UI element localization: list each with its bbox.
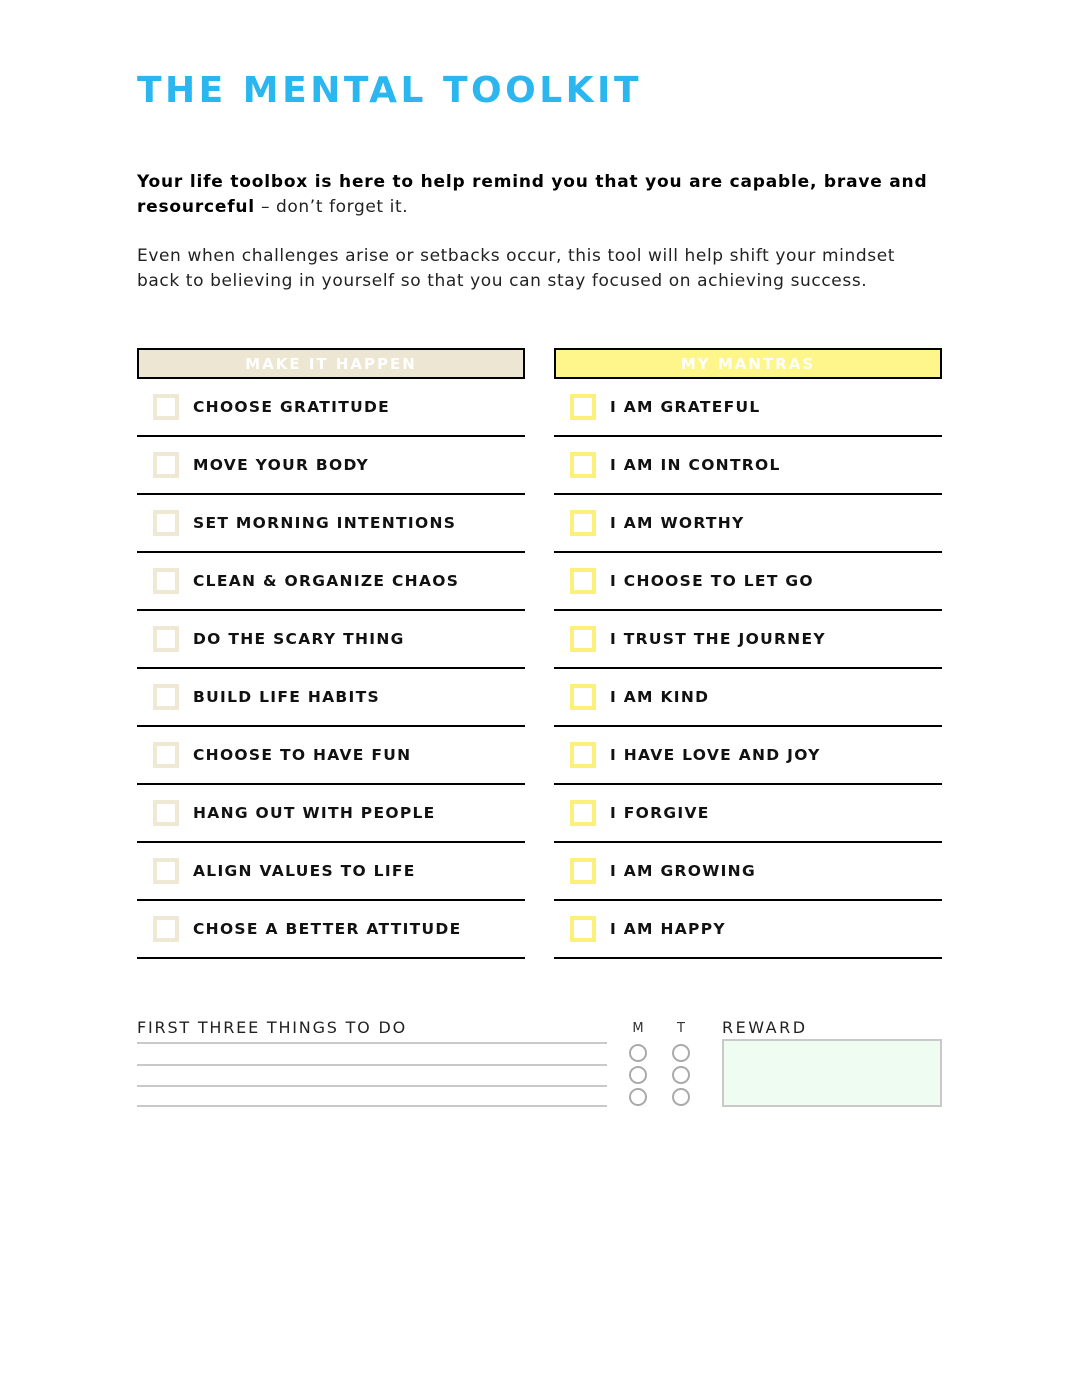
intro-rest-text: – don’t forget it.: [254, 197, 409, 217]
reward-label: REWARD: [722, 1018, 808, 1037]
mantra-label: I FORGIVE: [610, 804, 710, 822]
checkbox[interactable]: [570, 452, 596, 478]
mantra-label: I CHOOSE TO LET GO: [610, 572, 814, 590]
mantra-row: [554, 553, 942, 611]
checklist-row: [137, 843, 525, 901]
circle-checkbox-m-2[interactable]: [629, 1066, 647, 1084]
first-three-label: FIRST THREE THINGS TO DO: [137, 1018, 407, 1037]
checklist-row: [137, 669, 525, 727]
mantra-row: [554, 669, 942, 727]
todo-line-4: [137, 1105, 607, 1107]
checklist-row: [137, 379, 525, 437]
mantra-label: I HAVE LOVE AND JOY: [610, 746, 821, 764]
checkbox[interactable]: [153, 916, 179, 942]
mantra-row: [554, 843, 942, 901]
checklist-label: ALIGN VALUES TO LIFE: [193, 862, 416, 880]
checkbox[interactable]: [570, 858, 596, 884]
checklist-row: [137, 785, 525, 843]
mantra-row: [554, 901, 942, 959]
checkbox[interactable]: [570, 626, 596, 652]
checkbox[interactable]: [153, 452, 179, 478]
mantra-row: [554, 611, 942, 669]
checkbox[interactable]: [153, 742, 179, 768]
checkbox[interactable]: [153, 568, 179, 594]
mantra-label: I AM HAPPY: [610, 920, 726, 938]
mantra-row: [554, 785, 942, 843]
checkbox[interactable]: [570, 800, 596, 826]
checklist-label: DO THE SCARY THING: [193, 630, 405, 648]
todo-line-1[interactable]: [137, 1042, 607, 1044]
todo-line-3[interactable]: [137, 1085, 607, 1087]
checklist-row: [137, 727, 525, 785]
checklist-row: [137, 437, 525, 495]
checklist-label: CHOOSE GRATITUDE: [193, 398, 391, 416]
checklist-label: CHOSE A BETTER ATTITUDE: [193, 920, 462, 938]
checklist-label: HANG OUT WITH PEOPLE: [193, 804, 436, 822]
checklist-row: [137, 611, 525, 669]
todo-line-2[interactable]: [137, 1064, 607, 1066]
checklist-label: SET MORNING INTENTIONS: [193, 514, 457, 532]
mantra-label: I AM IN CONTROL: [610, 456, 781, 474]
intro-paragraph-2: Even when challenges arise or setbacks occur, this tool will help shift your mindset back to believing in yourself so that you can stay focused on achieving success.: [137, 246, 896, 291]
checkbox[interactable]: [570, 510, 596, 536]
my-mantras-header: MY MANTRAS: [554, 348, 942, 379]
checklist-label: BUILD LIFE HABITS: [193, 688, 380, 706]
mantra-label: I TRUST THE JOURNEY: [610, 630, 826, 648]
circle-checkbox-t-3[interactable]: [672, 1088, 690, 1106]
checkbox[interactable]: [153, 626, 179, 652]
checklist-row: [137, 901, 525, 959]
checkbox[interactable]: [570, 742, 596, 768]
make-it-happen-header: MAKE IT HAPPEN: [137, 348, 525, 379]
checkbox[interactable]: [153, 800, 179, 826]
checklist-row: [137, 553, 525, 611]
day-label-t: T: [677, 1021, 685, 1036]
checklist-row: [137, 495, 525, 553]
circle-checkbox-m-1[interactable]: [629, 1044, 647, 1062]
reward-input-box[interactable]: [722, 1039, 942, 1107]
checklist-label: MOVE YOUR BODY: [193, 456, 370, 474]
checkbox[interactable]: [570, 394, 596, 420]
my-mantras-column: [554, 348, 942, 959]
mantra-label: I AM GROWING: [610, 862, 756, 880]
checkbox[interactable]: [153, 684, 179, 710]
circle-checkbox-t-1[interactable]: [672, 1044, 690, 1062]
checklist-label: CHOOSE TO HAVE FUN: [193, 746, 412, 764]
circle-checkbox-m-3[interactable]: [629, 1088, 647, 1106]
intro-bold-text: Your life toolbox is here to help remind you that you are capable, brave and resourceful: [137, 172, 928, 217]
mantra-label: I AM KIND: [610, 688, 710, 706]
mantra-row: [554, 495, 942, 553]
day-label-m: M: [632, 1021, 644, 1036]
mantra-label: I AM WORTHY: [610, 514, 745, 532]
checkbox[interactable]: [153, 858, 179, 884]
checkbox[interactable]: [570, 568, 596, 594]
mantra-row: [554, 437, 942, 495]
mantra-label: I AM GRATEFUL: [610, 398, 761, 416]
circle-checkbox-t-2[interactable]: [672, 1066, 690, 1084]
intro-text: [137, 170, 937, 318]
checkbox[interactable]: [570, 916, 596, 942]
mantra-row: [554, 379, 942, 437]
checklist-label: CLEAN & ORGANIZE CHAOS: [193, 572, 460, 590]
checkbox[interactable]: [153, 394, 179, 420]
page-title: THE MENTAL TOOLKIT: [137, 70, 643, 111]
mantra-row: [554, 727, 942, 785]
intro-paragraph-1: [137, 170, 937, 220]
make-it-happen-column: [137, 348, 525, 959]
checkbox[interactable]: [153, 510, 179, 536]
checkbox[interactable]: [570, 684, 596, 710]
